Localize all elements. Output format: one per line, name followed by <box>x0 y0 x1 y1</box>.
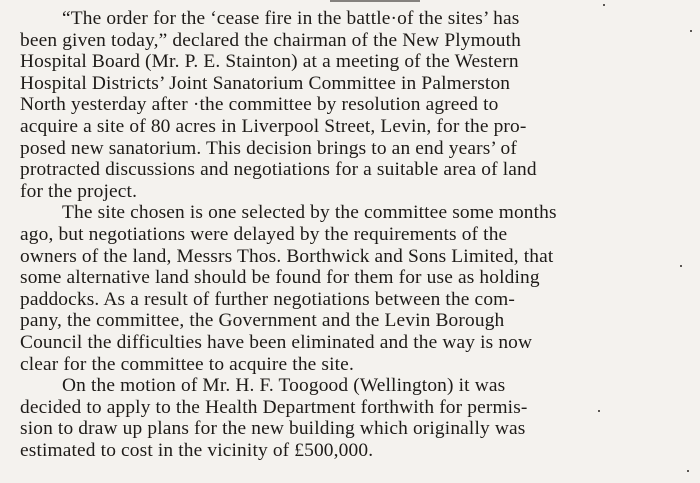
paragraph-2 <box>20 202 696 375</box>
text-line: estimated to cost in the vicinity of £500,000. <box>20 439 374 461</box>
text-line: protracted discussions and negotiations for a suitable area of land <box>20 159 537 181</box>
paragraph-1 <box>20 8 696 202</box>
text-line: owners of the land, Messrs Thos. Borthwick and Sons Limited, that <box>20 245 554 267</box>
text-line: Hospital Districts’ Joint Sanatorium Committee in Palmerston <box>20 72 511 94</box>
text-line: acquire a site of 80 acres in Liverpool Street, Levin, for the pro- <box>20 115 527 137</box>
article-body <box>20 8 696 461</box>
text-line: some alternative land should be found for them for use as holding <box>20 267 540 289</box>
text-line: clear for the committee to acquire the site. <box>20 353 354 375</box>
text-line: pany, the committee, the Government and the Levin Borough <box>20 310 505 332</box>
text-line: sion to draw up plans for the new building which originally was <box>20 418 526 440</box>
text-line: for the project. <box>20 180 138 202</box>
ink-speck <box>680 265 682 267</box>
text-line: The site chosen is one selected by the committee some months <box>62 202 557 224</box>
text-line: On the motion of Mr. H. F. Toogood (Wellington) it was <box>62 375 506 397</box>
text-line: North yesterday after ·the committee by resolution agreed to <box>20 94 499 116</box>
text-line: decided to apply to the Health Department forthwith for permis- <box>20 396 528 418</box>
ink-speck <box>603 4 605 6</box>
text-line: Hospital Board (Mr. P. E. Stainton) at a meeting of the Western <box>20 51 519 73</box>
text-line: been given today,” declared the chairman of the New Plymouth <box>20 29 521 51</box>
ink-speck <box>687 470 689 472</box>
text-line: “The order for the ‘cease fire in the battle·of the sites’ has <box>62 8 520 29</box>
ink-speck <box>690 30 692 32</box>
text-line: Council the difficulties have been eliminated and the way is now <box>20 331 533 353</box>
column-rule <box>330 0 420 2</box>
text-line: posed new sanatorium. This decision brings to an end years’ of <box>20 137 518 159</box>
text-line: paddocks. As a result of further negotiations between the com- <box>20 288 516 310</box>
ink-speck <box>598 410 600 412</box>
paragraph-3 <box>20 375 696 461</box>
text-line: ago, but negotiations were delayed by the requirements of the <box>20 223 508 245</box>
